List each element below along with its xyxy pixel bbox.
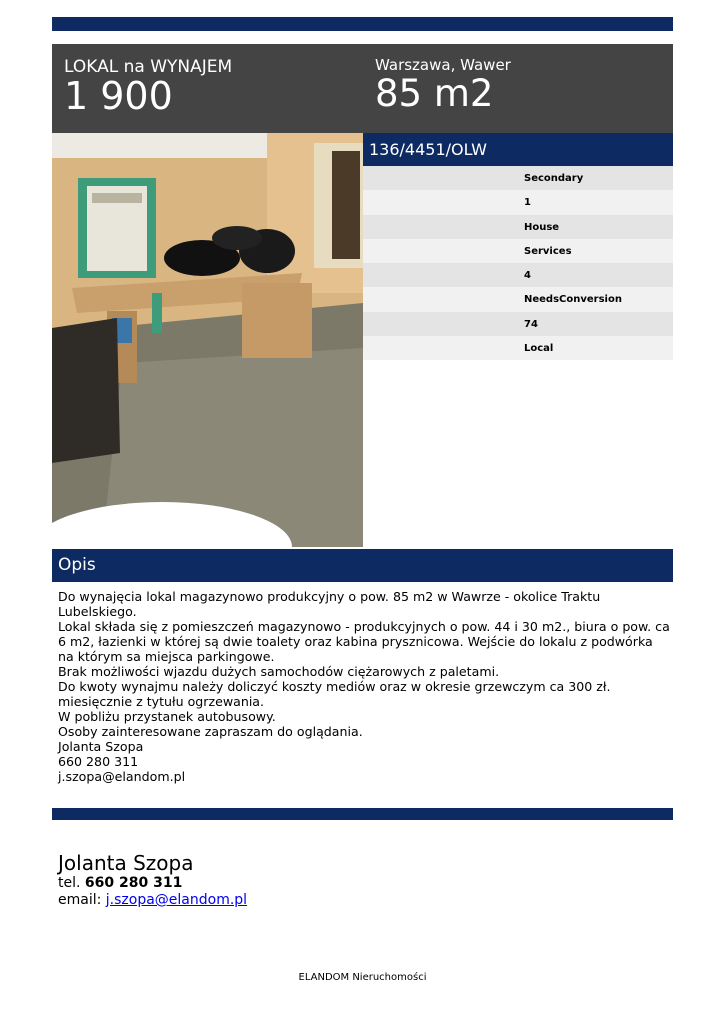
reference-number: 136/4451/OLW bbox=[369, 140, 487, 159]
detail-value: Services bbox=[524, 245, 572, 257]
phone-number: 660 280 311 bbox=[84, 875, 183, 891]
phone-label: tel. bbox=[58, 875, 81, 891]
footer-company: ELANDOM Nieruchomości bbox=[298, 972, 427, 983]
description-body bbox=[58, 589, 670, 784]
detail-row bbox=[363, 312, 673, 336]
description-line: 660 280 311 bbox=[58, 754, 139, 769]
description-line: Do kwoty wynajmu należy doliczyć koszty mediów oraz w okresie grzewczym ca 300 zł. miesięcznie z tytułu ogrzewania. bbox=[58, 679, 611, 709]
detail-value: Local bbox=[524, 343, 554, 355]
contact-phone-line bbox=[58, 875, 247, 892]
description-line: W pobliżu przystanek autobusowy. bbox=[58, 709, 276, 724]
detail-value: NeedsConversion bbox=[524, 294, 622, 306]
section-divider-bar bbox=[52, 808, 673, 820]
email-link[interactable]: j.szopa@elandom.pl bbox=[105, 892, 248, 908]
listing-header bbox=[52, 44, 673, 133]
detail-value: Secondary bbox=[524, 173, 584, 184]
contact-email-line bbox=[58, 892, 247, 909]
details-table bbox=[363, 166, 673, 360]
detail-row bbox=[363, 239, 673, 263]
description-line: Brak możliwości wjazdu dużych samochodów ciężarowych z paletami. bbox=[58, 664, 500, 679]
listing-area: 85 m2 bbox=[375, 72, 494, 115]
detail-row bbox=[363, 287, 673, 311]
detail-value: 4 bbox=[524, 270, 531, 282]
description-line: Jolanta Szopa bbox=[58, 739, 144, 754]
detail-row bbox=[363, 263, 673, 287]
description-header bbox=[52, 549, 673, 582]
detail-value: House bbox=[524, 221, 560, 233]
description-line: Lokal składa się z pomieszczeń magazynowo - produkcyjnych o pow. 44 i 30 m2., biura o pow. ca 6 m2, łazienki w której są dwie toalety oraz kabina prysznicowa. Wejście do lokalu z podwórka na którym sa miejsca parkingowe. bbox=[58, 619, 670, 664]
contact-block bbox=[58, 851, 247, 909]
reference-bar bbox=[363, 133, 673, 166]
detail-row bbox=[363, 190, 673, 214]
detail-row bbox=[363, 215, 673, 239]
top-accent-bar bbox=[52, 17, 673, 31]
contact-name: Jolanta Szopa bbox=[58, 851, 194, 875]
email-label: email: bbox=[58, 892, 102, 908]
detail-row bbox=[363, 166, 673, 190]
listing-price: 1 900 bbox=[64, 74, 173, 118]
description-line: j.szopa@elandom.pl bbox=[58, 769, 186, 784]
description-line: Do wynajęcia lokal magazynowo produkcyjny o pow. 85 m2 w Wawrze - okolice Traktu Lubelskiego. bbox=[58, 589, 601, 619]
detail-value: 74 bbox=[524, 318, 538, 330]
detail-row bbox=[363, 336, 673, 360]
description-line: Osoby zainteresowane zapraszam do oglądania. bbox=[58, 724, 363, 739]
listing-type: LOKAL na WYNAJEM bbox=[64, 57, 233, 77]
listing-location: Warszawa, Wawer bbox=[375, 56, 511, 74]
detail-value: 1 bbox=[524, 197, 531, 209]
property-photo bbox=[52, 133, 363, 547]
description-title: Opis bbox=[58, 555, 96, 575]
